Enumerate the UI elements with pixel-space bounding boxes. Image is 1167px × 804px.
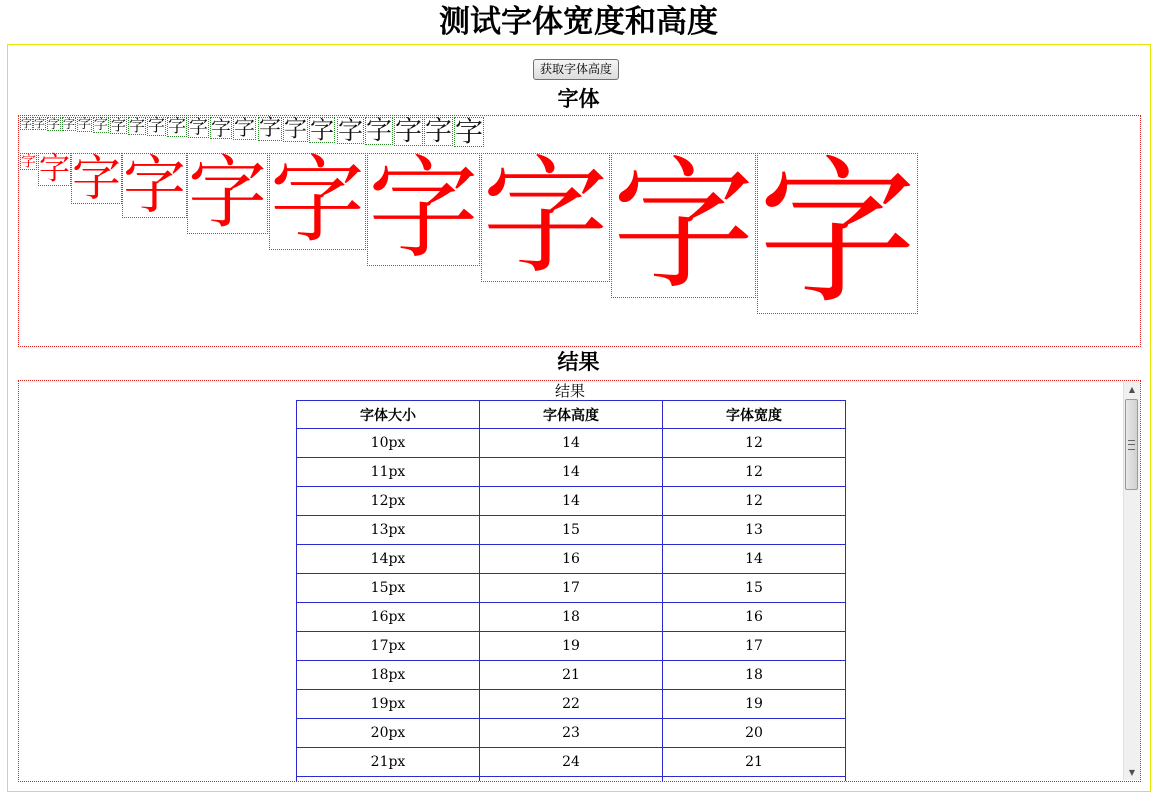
font-size-cell: 14px: [297, 545, 480, 574]
font-sample-glyph: 字: [259, 116, 282, 141]
font-sample-large-glyph: 字: [188, 147, 267, 239]
arrow-down-icon[interactable]: ▼: [1128, 768, 1136, 777]
table-row: [297, 690, 846, 719]
font-width-cell: [663, 777, 846, 783]
font-height-cell: 22: [480, 690, 663, 719]
font-sample-glyph: 字: [395, 116, 422, 147]
font-sample-glyph: 字: [111, 116, 127, 134]
font-size-cell: 16px: [297, 603, 480, 632]
font-sample-glyph: 字: [338, 116, 364, 145]
font-sample-large-glyph: 字: [123, 149, 186, 222]
font-height-cell: 15: [480, 516, 663, 545]
table-row: [297, 719, 846, 748]
font-sample-glyph: 字: [63, 117, 76, 131]
table-row: [297, 748, 846, 777]
table-row: [297, 545, 846, 574]
table-row: [297, 458, 846, 487]
font-size-cell: 12px: [297, 487, 480, 516]
font-width-cell: 12: [663, 487, 846, 516]
column-header-font-width: 字体宽度: [663, 401, 846, 429]
font-sample-glyph: 字: [21, 117, 32, 130]
font-sample-glyph: 字: [284, 116, 307, 142]
result-table: [296, 400, 846, 782]
font-width-cell: 13: [663, 516, 846, 545]
font-sample-panel: [18, 115, 1141, 347]
result-scroll-panel[interactable]: [18, 380, 1141, 782]
font-width-cell: 21: [663, 748, 846, 777]
font-size-cell: 18px: [297, 661, 480, 690]
font-size-cell: 10px: [297, 429, 480, 458]
font-width-cell: 18: [663, 661, 846, 690]
get-font-height-button[interactable]: 获取字体高度: [533, 59, 619, 80]
result-section-heading: 结果: [557, 349, 600, 374]
font-sample-glyph: 字: [148, 116, 165, 136]
font-width-cell: 20: [663, 719, 846, 748]
table-row: [297, 429, 846, 458]
font-sample-glyph: 字: [34, 117, 45, 130]
font-sample-large-glyph: 字: [612, 142, 755, 309]
font-width-cell: 14: [663, 545, 846, 574]
font-sample-glyph: 字: [94, 117, 108, 133]
font-sample-large-glyph: 字: [368, 145, 480, 274]
table-row: [297, 632, 846, 661]
font-sample-glyph: 字: [48, 117, 61, 131]
font-sample-glyph: 字: [425, 116, 452, 147]
scrollbar-thumb[interactable]: [1125, 399, 1138, 490]
font-size-cell: [297, 777, 480, 783]
font-size-cell: 21px: [297, 748, 480, 777]
font-height-cell: 18: [480, 603, 663, 632]
font-size-cell: 20px: [297, 719, 480, 748]
page-title: 测试字体宽度和高度: [439, 4, 718, 40]
font-width-cell: 19: [663, 690, 846, 719]
grip-icon: [1128, 440, 1135, 450]
font-sample-large-glyph: 字: [72, 150, 122, 207]
arrow-up-icon[interactable]: ▲: [1128, 385, 1136, 394]
font-sample-large-glyph: 字: [482, 143, 610, 291]
table-row: [297, 574, 846, 603]
font-width-cell: 17: [663, 632, 846, 661]
font-width-cell: 16: [663, 603, 846, 632]
font-height-cell: 24: [480, 748, 663, 777]
font-sample-glyph: 字: [455, 115, 484, 148]
table-row: [297, 603, 846, 632]
font-width-cell: 15: [663, 574, 846, 603]
font-height-cell: 14: [480, 429, 663, 458]
font-height-cell: 23: [480, 719, 663, 748]
font-height-cell: 21: [480, 661, 663, 690]
font-sample-glyph: 字: [310, 116, 334, 144]
font-width-cell: 12: [663, 458, 846, 487]
font-height-cell: 19: [480, 632, 663, 661]
vertical-scrollbar[interactable]: [1123, 382, 1140, 780]
font-sample-glyph: 字: [168, 116, 186, 137]
font-sample-glyph: 字: [78, 117, 92, 132]
table-row: [297, 487, 846, 516]
font-sample-glyph: 字: [129, 116, 146, 135]
font-sample-large-glyph: 字: [758, 141, 917, 326]
font-size-cell: 17px: [297, 632, 480, 661]
result-table-caption: 结果: [555, 382, 586, 400]
font-height-cell: 16: [480, 545, 663, 574]
table-header-row: [297, 401, 846, 429]
font-height-cell: [480, 777, 663, 783]
font-size-cell: 15px: [297, 574, 480, 603]
font-sample-glyph: 字: [366, 116, 393, 146]
table-row: [297, 516, 846, 545]
font-height-cell: 17: [480, 574, 663, 603]
font-sample-glyph: 字: [211, 116, 231, 140]
font-sample-large-glyph: 字: [21, 152, 37, 170]
table-row: [297, 777, 846, 783]
font-width-cell: 12: [663, 429, 846, 458]
font-size-cell: 13px: [297, 516, 480, 545]
font-height-cell: 14: [480, 458, 663, 487]
font-sample-glyph: 字: [234, 116, 255, 140]
font-section-heading: 字体: [557, 86, 600, 111]
font-height-cell: 14: [480, 487, 663, 516]
font-sample-large-glyph: 字: [39, 151, 70, 187]
font-size-cell: 11px: [297, 458, 480, 487]
font-sample-large-glyph: 字: [270, 146, 366, 256]
font-size-cell: 19px: [297, 690, 480, 719]
column-header-font-size: 字体大小: [297, 401, 480, 429]
table-row: [297, 661, 846, 690]
font-sample-glyph: 字: [189, 116, 209, 138]
column-header-font-height: 字体高度: [480, 401, 663, 429]
